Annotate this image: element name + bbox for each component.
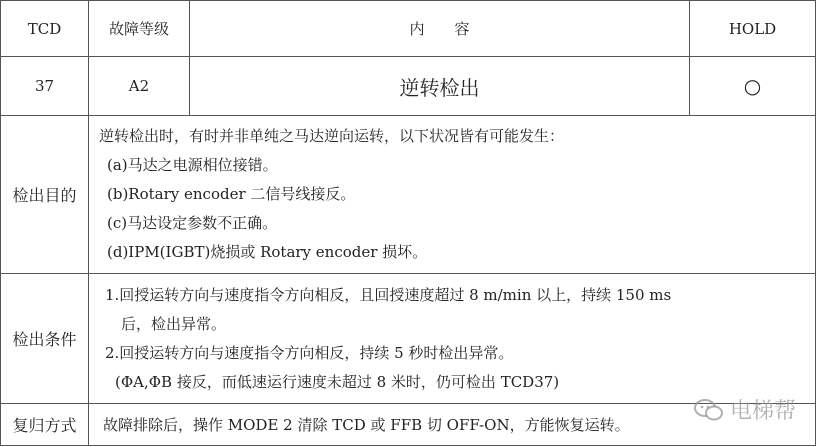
condition-note: (ΦA,ΦB 接反，而低速运行速度未超过 8 米时，仍可检出 TCD37) [115, 372, 560, 391]
purpose-intro: 逆转检出时，有时并非单纯之马达逆向运转，以下状况皆有可能发生： [99, 127, 565, 145]
fault-row [1, 57, 816, 116]
purpose-item-c: (c)马达设定参数不正确。 [107, 214, 278, 232]
condition-row [1, 274, 816, 404]
condition-content [89, 274, 816, 404]
header-fault-level: 故障等级 [89, 1, 190, 57]
watermark-text: 电梯帮 [729, 399, 796, 424]
purpose-label: 检出目的 [1, 116, 89, 274]
reset-content: 故障排除后，操作 MODE 2 清除 TCD 或 FFB 切 OFF-ON，方能恢复运转。 [89, 404, 816, 446]
condition-line-2: 2.回授运转方向与速度指令方向相反，持续 5 秒时检出异常。 [105, 343, 514, 362]
header-content: 内 容 [190, 1, 690, 57]
purpose-content [89, 116, 816, 274]
header-row [1, 1, 816, 57]
fault-tcd: 37 [1, 57, 89, 116]
header-tcd: TCD [1, 1, 89, 57]
fault-hold-mark: ○ [690, 57, 816, 116]
condition-line-1-cont: 后，检出异常。 [121, 314, 227, 333]
purpose-item-a: (a)马达之电源相位接错。 [107, 156, 278, 174]
fault-name: 逆转检出 [190, 57, 690, 116]
purpose-item-b: (b)Rotary encoder 二信号线接反。 [107, 185, 356, 203]
reset-label: 复归方式 [1, 404, 89, 446]
purpose-row [1, 116, 816, 274]
fault-level: A2 [89, 57, 190, 116]
header-hold: HOLD [690, 1, 816, 57]
watermark [694, 394, 796, 425]
condition-line-1: 1.回授运转方向与速度指令方向相反，且回授速度超过 8 m/min 以上，持续 150 ms [105, 285, 672, 304]
purpose-item-d: (d)IPM(IGBT)烧损或 Rotary encoder 损坏。 [107, 243, 428, 261]
condition-label: 检出条件 [1, 274, 89, 404]
wechat-bubble-icon [694, 398, 724, 422]
